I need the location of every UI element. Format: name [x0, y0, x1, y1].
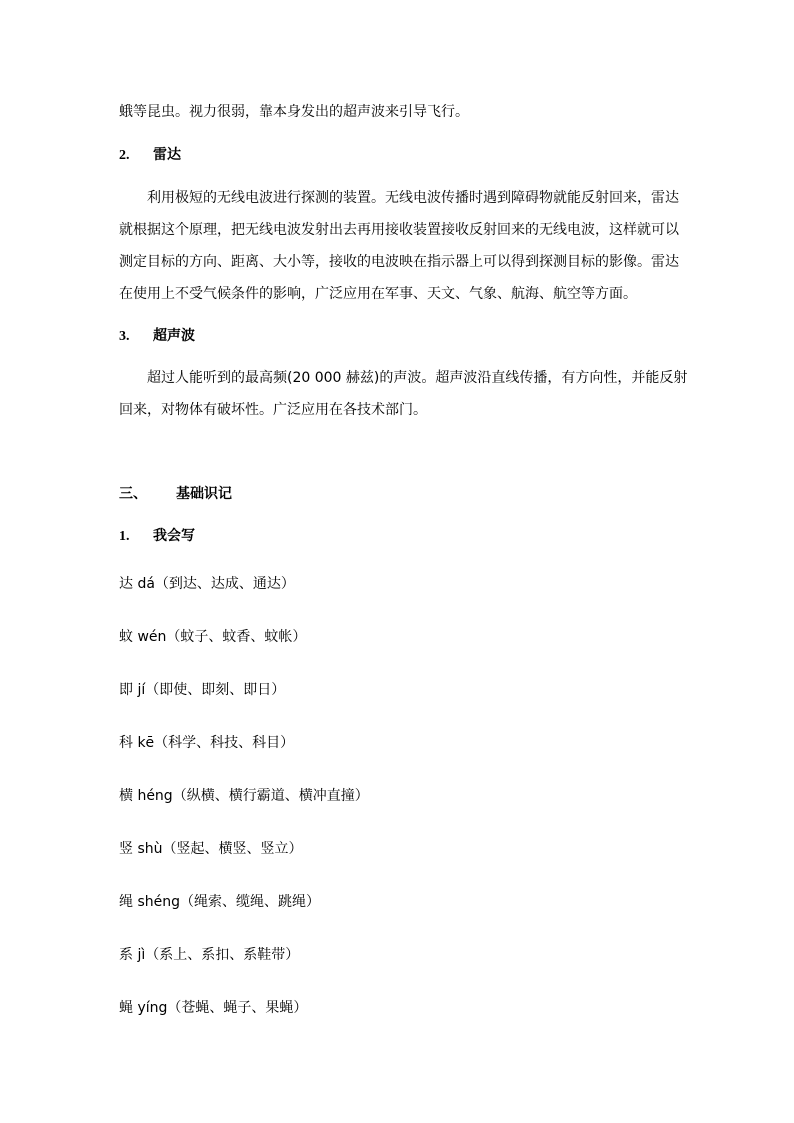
part-title: 基础识记 [176, 486, 232, 502]
section-title: 超声波 [153, 328, 195, 344]
section-heading-ultrasonic [119, 326, 195, 347]
paragraph-line: 在使用上不受气候条件的影响，广泛应用在军事、天文、气象、航海、航空等方面。 [119, 286, 637, 302]
section-number: 2. [119, 148, 130, 163]
subsection-number: 1. [119, 529, 130, 544]
section-title: 雷达 [153, 147, 181, 163]
subsection-heading [119, 526, 195, 547]
vocab-item: 科 kē（科学、科技、科目） [119, 735, 295, 751]
part-label: 三、 [119, 486, 147, 502]
paragraph-line: 超过人能听到的最高频(20 000 赫兹)的声波。超声波沿直线传播，有方向性，并能反射 [147, 370, 688, 386]
paragraph-line: 测定目标的方向、距离、大小等，接收的电波映在指示器上可以得到探测目标的影像。雷达 [119, 254, 679, 270]
vocab-item: 绳 shéng（绳索、缆绳、跳绳） [119, 894, 320, 910]
vocab-item: 系 jì（系上、系扣、系鞋带） [119, 947, 300, 963]
vocab-item: 达 dá（到达、达成、通达） [119, 576, 295, 592]
subsection-title: 我会写 [153, 528, 195, 544]
intro-line: 蛾等昆虫。视力很弱，靠本身发出的超声波来引导飞行。 [119, 104, 469, 120]
vocab-item: 蝇 yíng（苍蝇、蝇子、果蝇） [119, 1000, 308, 1016]
vocab-item: 竖 shù（竖起、横竖、竖立） [119, 841, 303, 857]
paragraph-line: 回来，对物体有破坏性。广泛应用在各技术部门。 [119, 402, 427, 418]
section-heading-radar [119, 145, 181, 166]
part-three-heading [119, 484, 232, 504]
ultrasonic-paragraph [119, 368, 688, 424]
vocab-item: 即 jí（即使、即刻、即日） [119, 682, 286, 698]
vocab-item: 蚊 wén（蚊子、蚊香、蚊帐） [119, 629, 307, 645]
paragraph-line: 就根据这个原理，把无线电波发射出去再用接收装置接收反射回来的无线电波，这样就可以 [119, 222, 679, 238]
paragraph-line: 利用极短的无线电波进行探测的装置。无线电波传播时遇到障碍物就能反射回来，雷达 [147, 190, 679, 206]
radar-paragraph [119, 188, 679, 308]
vocab-item: 横 héng（纵横、横行霸道、横冲直撞） [119, 788, 369, 804]
section-number: 3. [119, 329, 130, 344]
